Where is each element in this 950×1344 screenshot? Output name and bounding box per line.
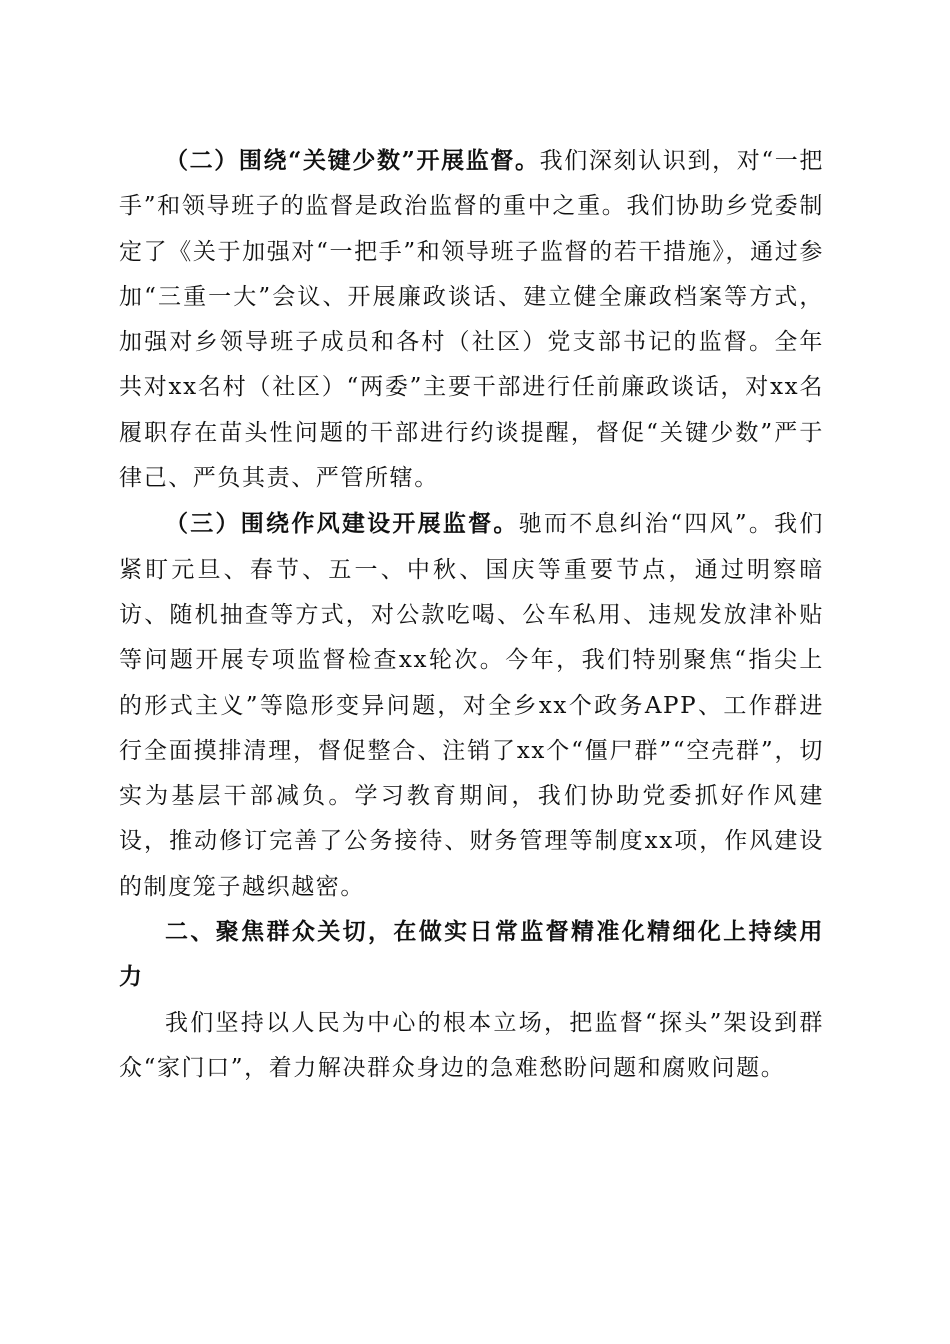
paragraph-closing: 我们坚持以人民为中心的根本立场，把监督“探头”架设到群众“家门口”，着力解决群众身边的急难愁盼问题和腐败问题。: [119, 1009, 824, 1081]
paragraph-text-key-minority: 我们深刻认识到，对“一把手”和领导班子的监督是政治监督的重中之重。我们协助乡党委制定了《关于加强对“一把手”和领导班子监督的若干措施》，通过参加“三重一大”会议、开展廉政谈话、建立健全廉政档案等方式，加强对乡领导班子成员和各村（社区）党支部书记的监督。全年共对xx名村（社区）“两委”主要干部进行任前廉政谈话，对xx名履职存在苗头性问题的干部进行约谈提醒，督促“关键少数”严于律己、严负其责、严管所辖。: [119, 148, 824, 492]
paragraph-work-style: [119, 501, 824, 910]
section-heading: 二、聚焦群众关切，在做实日常监督精准化精细化上持续用力: [119, 919, 824, 991]
paragraph-lead-key-minority: （二）围绕“关键少数”开展监督。: [165, 147, 540, 174]
paragraph-key-minority: [119, 138, 824, 501]
document-body: [119, 138, 824, 1091]
paragraph-text-work-style: 驰而不息纠治“四风”。我们紧盯元旦、春节、五一、中秋、国庆等重要节点，通过明察暗访、随机抽查等方式，对公款吃喝、公车私用、违规发放津补贴等问题开展专项监督检查xx轮次。今年，我们特别聚焦“指尖上的形式主义”等隐形变异问题，对全乡xx个政务APP、工作群进行全面摸排清理，督促整合、注销了xx个“僵尸群”“空壳群”，切实为基层干部减负。学习教育期间，我们协助党委抓好作风建设，推动修订完善了公务接待、财务管理等制度xx项，作风建设的制度笼子越织越密。: [119, 511, 824, 900]
paragraph-lead-work-style: （三）围绕作风建设开展监督。: [165, 510, 519, 538]
